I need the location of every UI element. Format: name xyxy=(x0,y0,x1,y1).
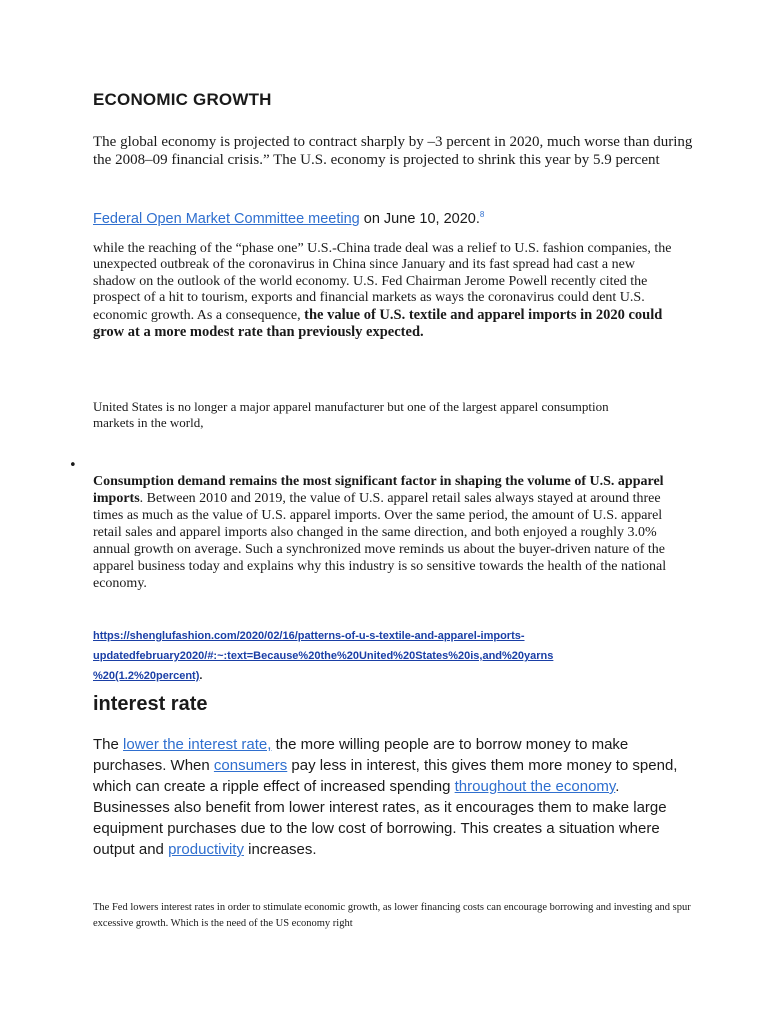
bullet-point: • xyxy=(69,458,77,473)
paragraph-apparel-market: United States is no longer a major apparel manufacturer but one of the largest apparel consumption markets in the world, xyxy=(93,399,609,430)
interest-text-5: increases. xyxy=(243,841,317,858)
paragraph-trade-deal xyxy=(93,241,673,341)
url-tail: . xyxy=(199,670,203,682)
paragraph-consumption-demand xyxy=(93,473,693,592)
interest-text-1: The xyxy=(93,736,124,753)
source-url xyxy=(93,626,693,686)
paragraph-interest-rate xyxy=(93,734,693,860)
url-line-3: %20(1.2%20percent) xyxy=(93,670,200,682)
consumption-text: . Between 2010 and 2019, the value of U.S. apparel retail sales always stayed at around three times as much as the value of U.S. apparel imports. Over the same period, the amount of U.S. apparel retail sales and apparel imports also changed in the same direction, and both enjoyed a roughly 3.0% annual growth on average. Such a synchronized move reminds us about the buyer-driven nature of the apparel business today and explains why this industry is so sensitive towards the health of the national economy. xyxy=(93,491,667,591)
paragraph-global-economy: The global economy is projected to contract sharply by –3 percent in 2020, much worse than during the 2008–09 financial crisis.” The U.S. economy is projected to shrink this year by 5.9 percent xyxy=(93,134,693,168)
paragraph-fed-lowers-rates: The Fed lowers interest rates in order to stimulate economic growth, as lower financing costs can encourage borrowing and investing and spur excessive growth. Which is the need of the US economy right xyxy=(93,902,691,929)
footnote-ref[interactable]: 8 xyxy=(479,210,485,219)
url-line-1: https://shenglufashion.com/2020/02/16/patterns-of-u-s-textile-and-apparel-imports- xyxy=(93,630,525,642)
interest-text-3: pay less in interest, this gives them more money to spend, which can create a ripple effect of increased spending xyxy=(93,757,678,795)
trade-deal-bold: the value of U.S. textile and apparel imports in 2020 could grow at a more modest rate than previously expected. xyxy=(93,306,663,341)
fomc-date-text: on June 10, 2020. xyxy=(359,210,480,227)
throughout-economy-link[interactable]: throughout the economy xyxy=(454,778,616,795)
url-line-2: updatedfebruary2020/#:~:text=Because%20the%20United%20States%20is,and%20yarns xyxy=(93,650,554,662)
interest-text-2: the more willing people are to borrow money to make purchases. When xyxy=(93,736,629,774)
heading-interest-rate: interest rate xyxy=(93,693,208,715)
heading-economic-growth: ECONOMIC GROWTH xyxy=(93,90,272,109)
consumers-link[interactable]: consumers xyxy=(213,757,288,774)
fomc-link[interactable]: Federal Open Market Committee meeting xyxy=(93,210,360,227)
lower-interest-rate-link[interactable]: lower the interest rate, xyxy=(123,736,272,753)
paragraph-fomc xyxy=(93,206,693,228)
source-url-link[interactable] xyxy=(93,630,553,682)
trade-deal-text: while the reaching of the “phase one” U.S.-China trade deal was a relief to U.S. fashion companies, the unexpected outbreak of the coronavirus in China since January and its fast spread had cast a new shadow on the outlook of the world economy. U.S. Fed Chairman Jerome Powell recently cited the prospect of a hit to tourism, exports and financial markets as ways the coronavirus could dent U.S. economic growth. As a consequence, xyxy=(93,241,672,323)
interest-text-4: . Businesses also benefit from lower interest rates, as it encourages them to make large equipment purchases due to the low cost of borrowing. This creates a situation where output and xyxy=(93,778,667,858)
productivity-link[interactable]: productivity xyxy=(168,841,244,858)
consumption-bold: Consumption demand remains the most significant factor in shaping the volume of U.S. apparel imports xyxy=(93,474,664,506)
